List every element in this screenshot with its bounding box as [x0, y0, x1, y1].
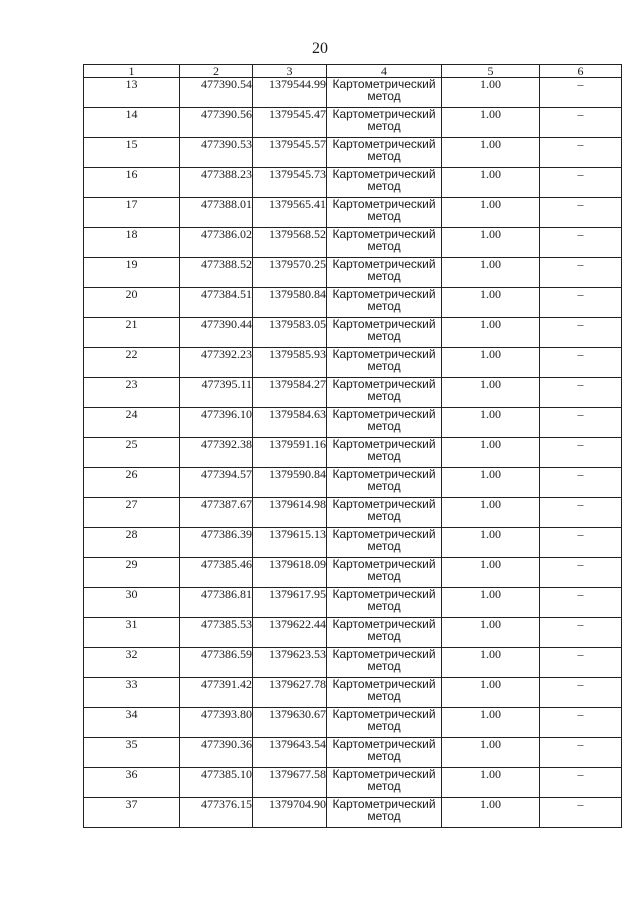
coord-x: 477388.52: [180, 258, 253, 288]
table-row: [84, 708, 622, 738]
coord-y: 1379545.73: [253, 168, 327, 198]
coord-x: 477396.10: [180, 408, 253, 438]
method-name: Картометрический: [332, 797, 436, 811]
point-number: 26: [84, 468, 180, 498]
method-cell: [327, 318, 442, 348]
method-cell: [327, 258, 442, 288]
method-word: метод: [367, 149, 401, 163]
method-word: метод: [367, 569, 401, 583]
method-word: метод: [367, 779, 401, 793]
table-row: [84, 618, 622, 648]
accuracy-value: 1.00: [442, 348, 540, 378]
coord-y: 1379585.93: [253, 348, 327, 378]
method-word: метод: [367, 239, 401, 253]
coord-y: 1379617.95: [253, 588, 327, 618]
coord-x: 477390.44: [180, 318, 253, 348]
coord-x: 477386.59: [180, 648, 253, 678]
method-cell: [327, 798, 442, 828]
method-name: Картометрический: [332, 437, 436, 451]
description-dash: –: [540, 648, 622, 678]
description-dash: –: [540, 678, 622, 708]
accuracy-value: 1.00: [442, 468, 540, 498]
method-cell: [327, 288, 442, 318]
accuracy-value: 1.00: [442, 708, 540, 738]
table-row: [84, 198, 622, 228]
point-number: 25: [84, 438, 180, 468]
description-dash: –: [540, 738, 622, 768]
description-dash: –: [540, 798, 622, 828]
method-word: метод: [367, 599, 401, 613]
method-cell: [327, 618, 442, 648]
coord-y: 1379623.53: [253, 648, 327, 678]
coord-y: 1379570.25: [253, 258, 327, 288]
table-row: [84, 108, 622, 138]
method-name: Картометрический: [332, 527, 436, 541]
method-name: Картометрический: [332, 497, 436, 511]
accuracy-value: 1.00: [442, 378, 540, 408]
point-number: 16: [84, 168, 180, 198]
coord-y: 1379545.57: [253, 138, 327, 168]
method-word: метод: [367, 299, 401, 313]
accuracy-value: 1.00: [442, 678, 540, 708]
coord-x: 477386.39: [180, 528, 253, 558]
method-name: Картометрический: [332, 227, 436, 241]
method-cell: [327, 348, 442, 378]
method-name: Картометрический: [332, 407, 436, 421]
coord-y: 1379704.90: [253, 798, 327, 828]
point-number: 30: [84, 588, 180, 618]
table-row: [84, 168, 622, 198]
coord-x: 477390.56: [180, 108, 253, 138]
point-number: 13: [84, 78, 180, 108]
method-name: Картометрический: [332, 377, 436, 391]
method-word: метод: [367, 89, 401, 103]
method-name: Картометрический: [332, 707, 436, 721]
accuracy-value: 1.00: [442, 288, 540, 318]
method-word: метод: [367, 689, 401, 703]
accuracy-value: 1.00: [442, 168, 540, 198]
accuracy-value: 1.00: [442, 588, 540, 618]
method-name: Картометрический: [332, 647, 436, 661]
point-number: 27: [84, 498, 180, 528]
table-row: [84, 648, 622, 678]
coord-y: 1379622.44: [253, 618, 327, 648]
coord-y: 1379545.47: [253, 108, 327, 138]
coord-y: 1379643.54: [253, 738, 327, 768]
coord-y: 1379627.78: [253, 678, 327, 708]
point-number: 35: [84, 738, 180, 768]
method-name: Картометрический: [332, 557, 436, 571]
method-cell: [327, 198, 442, 228]
method-word: метод: [367, 509, 401, 523]
description-dash: –: [540, 348, 622, 378]
method-word: метод: [367, 719, 401, 733]
column-header: 5: [442, 65, 540, 78]
description-dash: –: [540, 498, 622, 528]
accuracy-value: 1.00: [442, 198, 540, 228]
method-word: метод: [367, 329, 401, 343]
method-word: метод: [367, 419, 401, 433]
method-cell: [327, 648, 442, 678]
method-cell: [327, 78, 442, 108]
point-number: 14: [84, 108, 180, 138]
coord-x: 477394.57: [180, 468, 253, 498]
method-cell: [327, 378, 442, 408]
method-name: Картометрический: [332, 677, 436, 691]
method-name: Картометрический: [332, 467, 436, 481]
table-row: [84, 138, 622, 168]
accuracy-value: 1.00: [442, 558, 540, 588]
column-header: 3: [253, 65, 327, 78]
method-cell: [327, 468, 442, 498]
coord-y: 1379630.67: [253, 708, 327, 738]
coord-x: 477376.15: [180, 798, 253, 828]
point-number: 33: [84, 678, 180, 708]
method-cell: [327, 738, 442, 768]
coord-y: 1379615.13: [253, 528, 327, 558]
method-cell: [327, 438, 442, 468]
point-number: 28: [84, 528, 180, 558]
accuracy-value: 1.00: [442, 228, 540, 258]
accuracy-value: 1.00: [442, 738, 540, 768]
description-dash: –: [540, 438, 622, 468]
table-header-row: [84, 65, 622, 78]
point-number: 17: [84, 198, 180, 228]
coord-y: 1379584.63: [253, 408, 327, 438]
method-cell: [327, 768, 442, 798]
description-dash: –: [540, 108, 622, 138]
coord-y: 1379583.05: [253, 318, 327, 348]
page-number: 20: [312, 40, 328, 57]
point-number: 36: [84, 768, 180, 798]
accuracy-value: 1.00: [442, 648, 540, 678]
coord-x: 477390.36: [180, 738, 253, 768]
coord-x: 477391.42: [180, 678, 253, 708]
coord-x: 477386.02: [180, 228, 253, 258]
coord-x: 477386.81: [180, 588, 253, 618]
method-cell: [327, 408, 442, 438]
method-name: Картометрический: [332, 257, 436, 271]
table-row: [84, 408, 622, 438]
accuracy-value: 1.00: [442, 528, 540, 558]
point-number: 31: [84, 618, 180, 648]
coord-y: 1379614.98: [253, 498, 327, 528]
description-dash: –: [540, 408, 622, 438]
description-dash: –: [540, 78, 622, 108]
description-dash: –: [540, 558, 622, 588]
point-number: 29: [84, 558, 180, 588]
method-cell: [327, 168, 442, 198]
table-row: [84, 318, 622, 348]
coord-x: 477390.54: [180, 78, 253, 108]
method-word: метод: [367, 629, 401, 643]
column-header: 2: [180, 65, 253, 78]
method-word: метод: [367, 659, 401, 673]
method-word: метод: [367, 359, 401, 373]
coord-x: 477388.01: [180, 198, 253, 228]
method-cell: [327, 138, 442, 168]
coord-x: 477392.23: [180, 348, 253, 378]
method-name: Картометрический: [332, 107, 436, 121]
method-cell: [327, 588, 442, 618]
table-row: [84, 798, 622, 828]
method-cell: [327, 678, 442, 708]
method-name: Картометрический: [332, 587, 436, 601]
coord-x: 477388.23: [180, 168, 253, 198]
accuracy-value: 1.00: [442, 408, 540, 438]
description-dash: –: [540, 768, 622, 798]
method-cell: [327, 528, 442, 558]
coord-y: 1379677.58: [253, 768, 327, 798]
method-cell: [327, 108, 442, 138]
table-row: [84, 378, 622, 408]
table-row: [84, 438, 622, 468]
description-dash: –: [540, 588, 622, 618]
table-row: [84, 498, 622, 528]
coord-x: 477385.10: [180, 768, 253, 798]
method-name: Картометрический: [332, 77, 436, 91]
method-word: метод: [367, 209, 401, 223]
coord-x: 477393.80: [180, 708, 253, 738]
table-row: [84, 228, 622, 258]
table-row: [84, 288, 622, 318]
point-number: 23: [84, 378, 180, 408]
point-number: 24: [84, 408, 180, 438]
point-number: 37: [84, 798, 180, 828]
coord-y: 1379565.41: [253, 198, 327, 228]
method-word: метод: [367, 749, 401, 763]
coord-y: 1379584.27: [253, 378, 327, 408]
point-number: 22: [84, 348, 180, 378]
coord-x: 477392.38: [180, 438, 253, 468]
description-dash: –: [540, 198, 622, 228]
description-dash: –: [540, 618, 622, 648]
method-word: метод: [367, 179, 401, 193]
method-name: Картометрический: [332, 767, 436, 781]
point-number: 34: [84, 708, 180, 738]
column-header: 4: [327, 65, 442, 78]
description-dash: –: [540, 288, 622, 318]
accuracy-value: 1.00: [442, 498, 540, 528]
accuracy-value: 1.00: [442, 768, 540, 798]
point-number: 20: [84, 288, 180, 318]
method-word: метод: [367, 119, 401, 133]
point-number: 15: [84, 138, 180, 168]
coord-x: 477385.46: [180, 558, 253, 588]
accuracy-value: 1.00: [442, 258, 540, 288]
point-number: 32: [84, 648, 180, 678]
coord-y: 1379591.16: [253, 438, 327, 468]
method-word: метод: [367, 269, 401, 283]
method-word: метод: [367, 449, 401, 463]
method-name: Картометрический: [332, 347, 436, 361]
description-dash: –: [540, 318, 622, 348]
table-row: [84, 78, 622, 108]
accuracy-value: 1.00: [442, 438, 540, 468]
coord-x: 477390.53: [180, 138, 253, 168]
accuracy-value: 1.00: [442, 138, 540, 168]
accuracy-value: 1.00: [442, 798, 540, 828]
method-cell: [327, 558, 442, 588]
coord-x: 477387.67: [180, 498, 253, 528]
table-row: [84, 528, 622, 558]
coord-y: 1379618.09: [253, 558, 327, 588]
accuracy-value: 1.00: [442, 318, 540, 348]
method-cell: [327, 498, 442, 528]
method-word: метод: [367, 389, 401, 403]
table-row: [84, 558, 622, 588]
method-cell: [327, 708, 442, 738]
accuracy-value: 1.00: [442, 108, 540, 138]
description-dash: –: [540, 138, 622, 168]
column-header: 6: [540, 65, 622, 78]
table-row: [84, 468, 622, 498]
table-row: [84, 348, 622, 378]
description-dash: –: [540, 468, 622, 498]
accuracy-value: 1.00: [442, 618, 540, 648]
description-dash: –: [540, 168, 622, 198]
method-name: Картометрический: [332, 137, 436, 151]
method-name: Картометрический: [332, 287, 436, 301]
coord-x: 477384.51: [180, 288, 253, 318]
column-header: 1: [84, 65, 180, 78]
table-row: [84, 738, 622, 768]
table-row: [84, 768, 622, 798]
coord-y: 1379544.99: [253, 78, 327, 108]
method-name: Картометрический: [332, 737, 436, 751]
coordinates-table: [83, 64, 622, 828]
accuracy-value: 1.00: [442, 78, 540, 108]
method-word: метод: [367, 479, 401, 493]
description-dash: –: [540, 228, 622, 258]
method-name: Картометрический: [332, 197, 436, 211]
table-row: [84, 678, 622, 708]
table-row: [84, 258, 622, 288]
point-number: 21: [84, 318, 180, 348]
method-name: Картометрический: [332, 317, 436, 331]
coord-x: 477395.11: [180, 378, 253, 408]
coord-x: 477385.53: [180, 618, 253, 648]
description-dash: –: [540, 258, 622, 288]
method-word: метод: [367, 809, 401, 823]
point-number: 19: [84, 258, 180, 288]
coord-y: 1379580.84: [253, 288, 327, 318]
method-word: метод: [367, 539, 401, 553]
table-row: [84, 588, 622, 618]
coord-y: 1379590.84: [253, 468, 327, 498]
description-dash: –: [540, 528, 622, 558]
method-name: Картометрический: [332, 617, 436, 631]
method-cell: [327, 228, 442, 258]
point-number: 18: [84, 228, 180, 258]
coord-y: 1379568.52: [253, 228, 327, 258]
method-name: Картометрический: [332, 167, 436, 181]
description-dash: –: [540, 708, 622, 738]
description-dash: –: [540, 378, 622, 408]
